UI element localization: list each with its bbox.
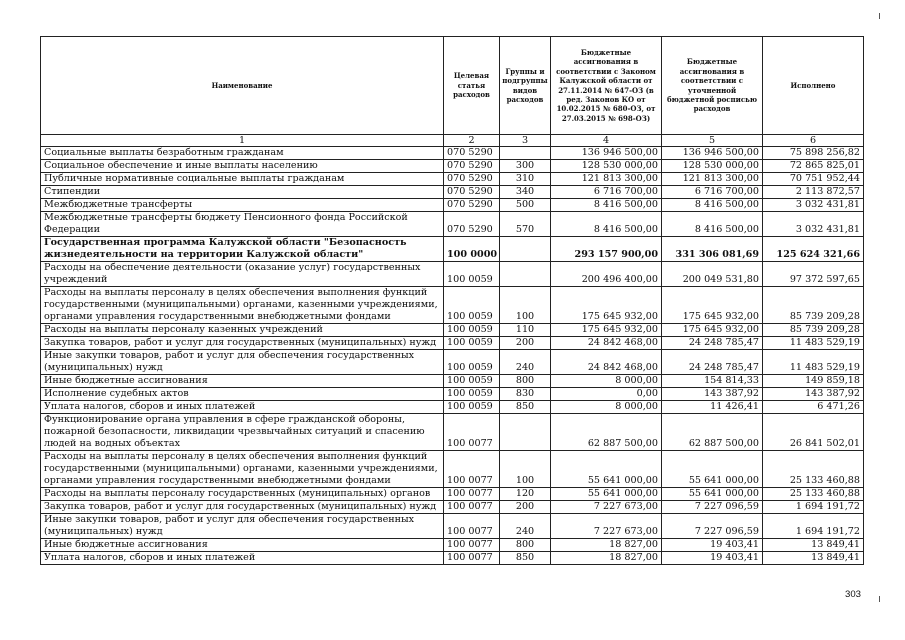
row-executed: 72 865 825,01 [763,160,864,173]
row-law-allocation: 62 887 500,00 [551,414,662,451]
table-row [41,287,864,324]
row-name: Иные закупки товаров, работ и услуг для обеспечения государственных (муниципальных) нужд [41,350,444,375]
row-name: Расходы на выплаты персоналу государственных (муниципальных) органов [41,488,444,501]
row-name: Закупка товаров, работ и услуг для государственных (муниципальных) нужд [41,501,444,514]
row-law-allocation: 8 416 500,00 [551,212,662,237]
row-expense-group: 110 [500,324,551,337]
row-executed: 3 032 431,81 [763,212,864,237]
edge-mark [879,13,880,19]
row-target-article: 100 0059 [444,350,500,375]
column-number: 6 [763,135,864,147]
table-row [41,160,864,173]
row-executed: 6 471,26 [763,401,864,414]
table-row [41,414,864,451]
row-expense-group: 300 [500,160,551,173]
row-law-allocation: 6 716 700,00 [551,186,662,199]
row-executed: 97 372 597,65 [763,262,864,287]
row-expense-group: 240 [500,514,551,539]
row-executed: 11 483 529,19 [763,350,864,375]
table-row [41,388,864,401]
row-executed: 13 849,41 [763,539,864,552]
row-executed: 1 694 191,72 [763,501,864,514]
table-row [41,401,864,414]
row-law-allocation: 8 416 500,00 [551,199,662,212]
row-name: Расходы на обеспечение деятельности (оказание услуг) государственных учреждений [41,262,444,287]
row-executed: 26 841 502,01 [763,414,864,451]
row-expense-group: 200 [500,337,551,350]
header-law-allocations: Бюджетные ассигнования в соответствии с Законом Калужской области от 27.11.2014 № 647-ОЗ (в ред. Законов КО от 10.02.2015 № 680-ОЗ, от 27.03.2015 № 698-ОЗ) [551,37,662,135]
row-revised-allocation: 55 641 000,00 [662,451,763,488]
row-target-article: 070 5290 [444,160,500,173]
row-revised-allocation: 154 814,33 [662,375,763,388]
row-expense-group [500,147,551,160]
row-revised-allocation: 331 306 081,69 [662,237,763,262]
row-revised-allocation: 24 248 785,47 [662,337,763,350]
row-target-article: 070 5290 [444,199,500,212]
row-name: Иные закупки товаров, работ и услуг для обеспечения государственных (муниципальных) нужд [41,514,444,539]
row-executed: 143 387,92 [763,388,864,401]
row-expense-group: 800 [500,539,551,552]
table-row [41,173,864,186]
header-target-article: Целевая статья расходов [444,37,500,135]
row-revised-allocation: 11 426,41 [662,401,763,414]
column-number: 3 [500,135,551,147]
row-revised-allocation: 7 227 096,59 [662,501,763,514]
row-name: Стипендии [41,186,444,199]
row-revised-allocation: 24 248 785,47 [662,350,763,375]
row-target-article: 100 0077 [444,539,500,552]
table-row [41,212,864,237]
row-expense-group: 240 [500,350,551,375]
row-expense-group: 850 [500,552,551,565]
row-executed: 1 694 191,72 [763,514,864,539]
row-name: Публичные нормативные социальные выплаты гражданам [41,173,444,186]
row-name: Расходы на выплаты персоналу казенных учреждений [41,324,444,337]
row-name: Государственная программа Калужской области "Безопасность жизнедеятельности на территории Калужской области" [41,237,444,262]
row-revised-allocation: 7 227 096,59 [662,514,763,539]
column-number: 5 [662,135,763,147]
row-law-allocation: 200 496 400,00 [551,262,662,287]
row-revised-allocation: 19 403,41 [662,552,763,565]
row-law-allocation: 136 946 500,00 [551,147,662,160]
column-number: 2 [444,135,500,147]
table-row [41,539,864,552]
row-revised-allocation: 128 530 000,00 [662,160,763,173]
row-revised-allocation: 136 946 500,00 [662,147,763,160]
row-law-allocation: 128 530 000,00 [551,160,662,173]
table-row [41,186,864,199]
row-name: Закупка товаров, работ и услуг для государственных (муниципальных) нужд [41,337,444,350]
row-law-allocation: 8 000,00 [551,401,662,414]
row-revised-allocation: 55 641 000,00 [662,488,763,501]
header-executed: Исполнено [763,37,864,135]
row-target-article: 100 0077 [444,501,500,514]
row-revised-allocation: 19 403,41 [662,539,763,552]
row-name: Уплата налогов, сборов и иных платежей [41,401,444,414]
row-target-article: 100 0059 [444,375,500,388]
row-expense-group: 100 [500,451,551,488]
row-law-allocation: 18 827,00 [551,539,662,552]
page-number: 303 [845,589,862,600]
row-target-article: 070 5290 [444,212,500,237]
row-executed: 85 739 209,28 [763,287,864,324]
row-expense-group [500,237,551,262]
row-law-allocation: 293 157 900,00 [551,237,662,262]
row-name: Межбюджетные трансферты бюджету Пенсионного фонда Российской Федерации [41,212,444,237]
row-law-allocation: 55 641 000,00 [551,488,662,501]
row-executed: 75 898 256,82 [763,147,864,160]
table-row [41,237,864,262]
row-expense-group: 800 [500,375,551,388]
row-revised-allocation: 175 645 932,00 [662,287,763,324]
row-name: Исполнение судебных актов [41,388,444,401]
table-body [41,147,864,565]
table-row [41,451,864,488]
row-expense-group: 850 [500,401,551,414]
table-row [41,324,864,337]
row-revised-allocation: 175 645 932,00 [662,324,763,337]
row-target-article: 070 5290 [444,173,500,186]
row-expense-group [500,414,551,451]
row-revised-allocation: 200 049 531,80 [662,262,763,287]
row-name: Расходы на выплаты персоналу в целях обеспечения выполнения функций государственными (муниципальными) органами, казенными учреждениями, органами управления государственными внебюджетными фондами [41,287,444,324]
row-target-article: 100 0059 [444,262,500,287]
table-row [41,552,864,565]
row-executed: 125 624 321,66 [763,237,864,262]
header-name: Наименование [41,37,444,135]
row-executed: 25 133 460,88 [763,451,864,488]
row-target-article: 100 0077 [444,552,500,565]
row-target-article: 100 0077 [444,514,500,539]
table-row [41,514,864,539]
row-revised-allocation: 143 387,92 [662,388,763,401]
header-revised-allocations: Бюджетные ассигнования в соответствии с уточненной бюджетной росписью расходов [662,37,763,135]
row-executed: 3 032 431,81 [763,199,864,212]
row-law-allocation: 175 645 932,00 [551,287,662,324]
row-executed: 25 133 460,88 [763,488,864,501]
row-target-article: 100 0000 [444,237,500,262]
row-name: Социальные выплаты безработным гражданам [41,147,444,160]
table-row [41,350,864,375]
table-row [41,199,864,212]
row-expense-group: 120 [500,488,551,501]
row-target-article: 100 0059 [444,287,500,324]
column-number: 4 [551,135,662,147]
row-target-article: 100 0077 [444,414,500,451]
table-row [41,337,864,350]
row-target-article: 100 0059 [444,337,500,350]
table-row [41,262,864,287]
row-executed: 2 113 872,57 [763,186,864,199]
header-expense-groups: Группы и подгруппы видов расходов [500,37,551,135]
row-target-article: 070 5290 [444,147,500,160]
row-revised-allocation: 6 716 700,00 [662,186,763,199]
row-expense-group: 830 [500,388,551,401]
column-number-row [41,135,864,147]
row-expense-group: 100 [500,287,551,324]
row-revised-allocation: 121 813 300,00 [662,173,763,186]
table-row [41,501,864,514]
row-law-allocation: 7 227 673,00 [551,501,662,514]
edge-mark [879,596,880,602]
row-expense-group: 200 [500,501,551,514]
row-law-allocation: 8 000,00 [551,375,662,388]
row-executed: 13 849,41 [763,552,864,565]
row-expense-group [500,262,551,287]
row-executed: 149 859,18 [763,375,864,388]
row-expense-group: 570 [500,212,551,237]
table-row [41,375,864,388]
row-name: Межбюджетные трансферты [41,199,444,212]
row-executed: 11 483 529,19 [763,337,864,350]
row-target-article: 100 0077 [444,451,500,488]
row-expense-group: 500 [500,199,551,212]
table-row [41,488,864,501]
row-law-allocation: 24 842 468,00 [551,350,662,375]
row-target-article: 100 0059 [444,388,500,401]
column-number: 1 [41,135,444,147]
row-expense-group: 340 [500,186,551,199]
row-law-allocation: 24 842 468,00 [551,337,662,350]
row-name: Социальное обеспечение и иные выплаты населению [41,160,444,173]
row-name: Иные бюджетные ассигнования [41,539,444,552]
row-law-allocation: 175 645 932,00 [551,324,662,337]
row-name: Иные бюджетные ассигнования [41,375,444,388]
row-revised-allocation: 8 416 500,00 [662,199,763,212]
row-expense-group: 310 [500,173,551,186]
row-law-allocation: 55 641 000,00 [551,451,662,488]
row-name: Расходы на выплаты персоналу в целях обеспечения выполнения функций государственными (муниципальными) органами, казенными учреждениями, органами управления государственными внебюджетными фондами [41,451,444,488]
row-revised-allocation: 62 887 500,00 [662,414,763,451]
row-target-article: 070 5290 [444,186,500,199]
row-target-article: 100 0059 [444,401,500,414]
row-revised-allocation: 8 416 500,00 [662,212,763,237]
row-law-allocation: 18 827,00 [551,552,662,565]
row-law-allocation: 0,00 [551,388,662,401]
row-name: Функционирование органа управления в сфере гражданской обороны, пожарной безопасности, ликвидации чрезвычайных ситуаций и спасению людей на водных объектах [41,414,444,451]
row-law-allocation: 7 227 673,00 [551,514,662,539]
budget-table [40,36,864,565]
row-target-article: 100 0077 [444,488,500,501]
table-row [41,147,864,160]
row-name: Уплата налогов, сборов и иных платежей [41,552,444,565]
row-target-article: 100 0059 [444,324,500,337]
row-law-allocation: 121 813 300,00 [551,173,662,186]
row-executed: 85 739 209,28 [763,324,864,337]
row-executed: 70 751 952,44 [763,173,864,186]
header-row [41,37,864,135]
